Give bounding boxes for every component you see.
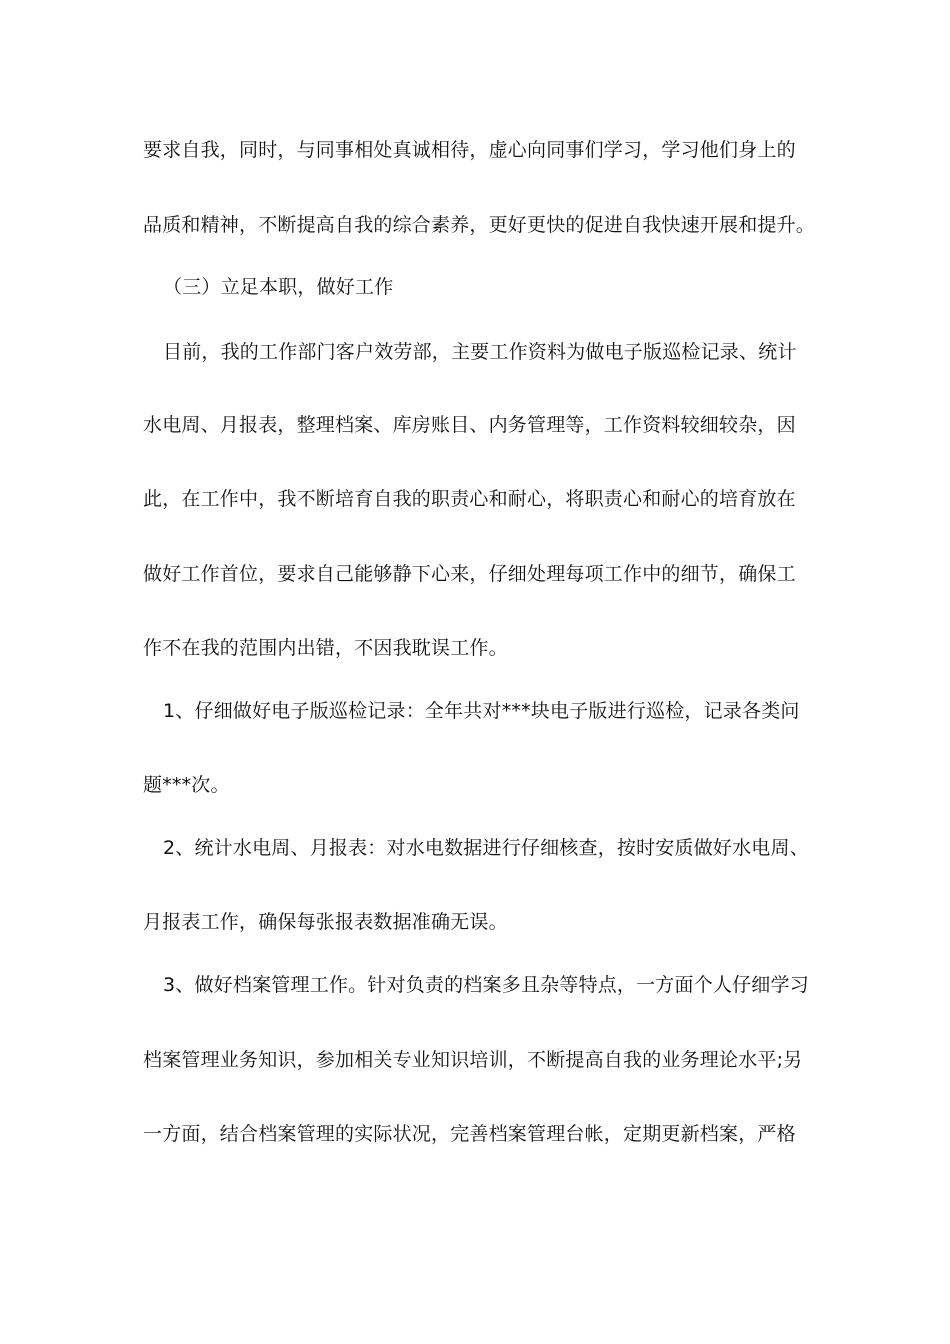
paragraph-line: 要求自我，同时，与同事相处真诚相待，虚心向同事们学习，学习他们身上的 bbox=[143, 139, 796, 161]
paragraph-line: 品质和精神，不断提高自我的综合素养，更好更快的促进自我快速开展和提升。 bbox=[143, 214, 816, 236]
list-item: 3、做好档案管理工作。针对负责的档案多且杂等特点，一方面个人仔细学习 bbox=[163, 974, 809, 996]
paragraph-line: 做好工作首位，要求自己能够静下心来，仔细处理每项工作中的细节，确保工 bbox=[143, 563, 796, 585]
list-item: 1、仔细做好电子版巡检记录：全年共对***块电子版进行巡检，记录各类问 bbox=[163, 700, 800, 722]
paragraph-line: 此，在工作中，我不断培育自我的职责心和耐心，将职责心和耐心的培育放在 bbox=[143, 488, 796, 510]
paragraph-line: 月报表工作，确保每张报表数据准确无误。 bbox=[143, 911, 508, 933]
paragraph-line: 目前，我的工作部门客户效劳部，主要工作资料为做电子版巡检记录、统计 bbox=[163, 341, 797, 363]
paragraph-line: 题***次。 bbox=[143, 774, 230, 796]
paragraph-line: 水电周、月报表，整理档案、库房账目、内务管理等，工作资料较细较杂，因 bbox=[143, 414, 796, 436]
paragraph-line: 作不在我的范围内出错，不因我耽误工作。 bbox=[143, 637, 508, 659]
paragraph-line: 一方面，结合档案管理的实际状况，完善档案管理台帐，定期更新档案，严格 bbox=[143, 1123, 796, 1145]
section-heading: （三）立足本职，做好工作 bbox=[163, 276, 394, 298]
paragraph-line: 档案管理业务知识，参加相关专业知识培训，不断提高自我的业务理论水平;另 bbox=[143, 1049, 803, 1071]
list-item: 2、统计水电周、月报表：对水电数据进行仔细核查，按时安质做好水电周、 bbox=[163, 837, 809, 859]
